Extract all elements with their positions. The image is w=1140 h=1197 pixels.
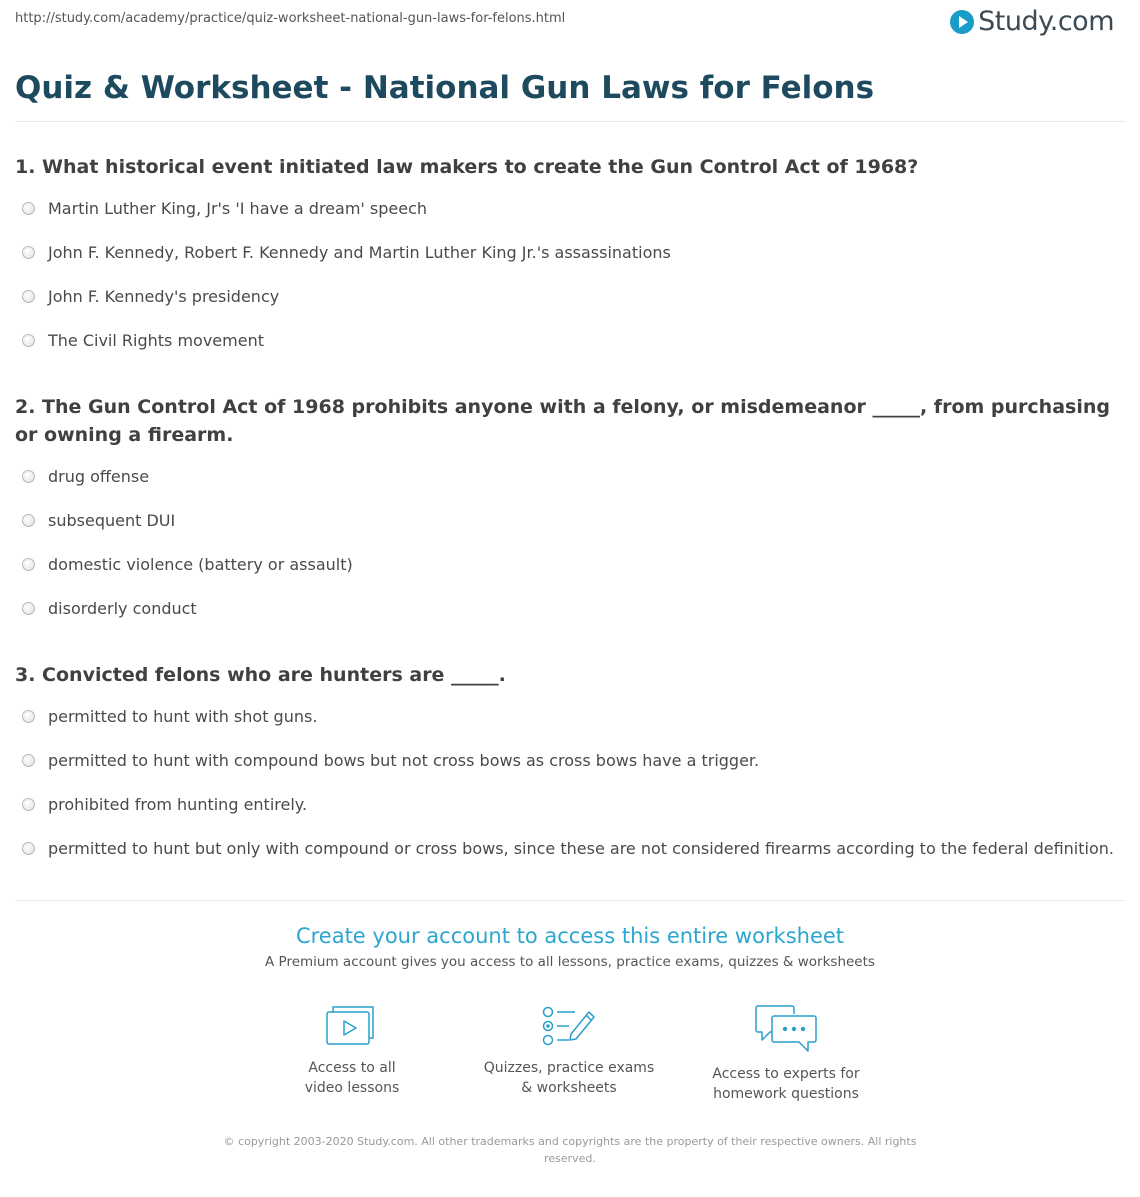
radio-button[interactable] (22, 334, 35, 347)
answer-option[interactable] (22, 839, 1114, 858)
radio-button[interactable] (22, 710, 35, 723)
video-lessons-icon (325, 1004, 379, 1048)
radio-button[interactable] (22, 754, 35, 767)
answer-option[interactable] (22, 599, 197, 618)
question-3: 3. Convicted felons who are hunters are _____. (15, 664, 506, 686)
feature-label-line2: homework questions (713, 1086, 859, 1102)
feature-quizzes (459, 1004, 679, 1098)
cta-title-link[interactable]: Create your account to access this entire worksheet (295, 924, 845, 948)
radio-button[interactable] (22, 602, 35, 615)
question-2: 2. The Gun Control Act of 1968 prohibits anyone with a felony, or misdemeanor _____, from purchasing or owning a firearm. (15, 396, 1110, 446)
logo-text: Study.com (978, 6, 1114, 37)
quiz-checklist-icon (541, 1004, 597, 1048)
answer-option[interactable] (22, 199, 427, 218)
cta-subtitle: A Premium account gives you access to all lessons, practice exams, quizzes & worksheets (265, 954, 875, 970)
radio-button[interactable] (22, 842, 35, 855)
answer-label: John F. Kennedy's presidency (48, 287, 280, 306)
feature-video-lessons (242, 1004, 462, 1098)
answer-label: domestic violence (battery or assault) (48, 555, 353, 574)
answer-label: drug offense (48, 467, 150, 486)
radio-button[interactable] (22, 246, 35, 259)
answer-label: permitted to hunt but only with compound or cross bows, since these are not considered firearms according to the federal definition. (48, 839, 1114, 858)
page-title: Quiz & Worksheet - National Gun Laws for Felons (15, 70, 875, 106)
answer-option[interactable] (22, 707, 317, 726)
page-url: http://study.com/academy/practice/quiz-worksheet-national-gun-laws-for-felons.html (15, 11, 566, 26)
radio-button[interactable] (22, 202, 35, 215)
answer-label: The Civil Rights movement (48, 331, 264, 350)
answer-option[interactable] (22, 243, 671, 262)
feature-label-line2: video lessons (304, 1080, 400, 1096)
answer-option[interactable] (22, 795, 307, 814)
answer-option[interactable] (22, 467, 149, 486)
study-logo[interactable] (950, 6, 1114, 37)
feature-experts (676, 1004, 896, 1104)
answer-label: disorderly conduct (48, 599, 197, 618)
play-logo-icon (950, 10, 974, 34)
radio-button[interactable] (22, 470, 35, 483)
radio-button[interactable] (22, 798, 35, 811)
answer-option[interactable] (22, 555, 353, 574)
chat-bubbles-icon (754, 1004, 818, 1054)
answer-option[interactable] (22, 287, 279, 306)
divider (15, 121, 1125, 122)
answer-label: John F. Kennedy, Robert F. Kennedy and Martin Luther King Jr.'s assassinations (48, 243, 671, 262)
answer-label: prohibited from hunting entirely. (48, 795, 308, 814)
divider (15, 900, 1125, 901)
copyright-notice: © copyright 2003-2020 Study.com. All other trademarks and copyrights are the property of their respective owners. All rights reserved. (223, 1135, 917, 1165)
radio-button[interactable] (22, 558, 35, 571)
answer-label: subsequent DUI (48, 511, 176, 530)
feature-label-line2: & worksheets (521, 1080, 617, 1096)
answer-option[interactable] (22, 751, 759, 770)
answer-label: permitted to hunt with compound bows but not cross bows as cross bows have a trigger. (48, 751, 760, 770)
answer-option[interactable] (22, 511, 175, 530)
answer-option[interactable] (22, 331, 264, 350)
radio-button[interactable] (22, 290, 35, 303)
radio-button[interactable] (22, 514, 35, 527)
question-1: 1. What historical event initiated law makers to create the Gun Control Act of 1968? (15, 156, 919, 178)
answer-label: permitted to hunt with shot guns. (48, 707, 318, 726)
feature-label-line1: Access to all (308, 1060, 396, 1076)
feature-label-line1: Quizzes, practice exams (483, 1060, 655, 1076)
answer-label: Martin Luther King, Jr's 'I have a dream' speech (48, 199, 428, 218)
feature-label-line1: Access to experts for (712, 1066, 860, 1082)
